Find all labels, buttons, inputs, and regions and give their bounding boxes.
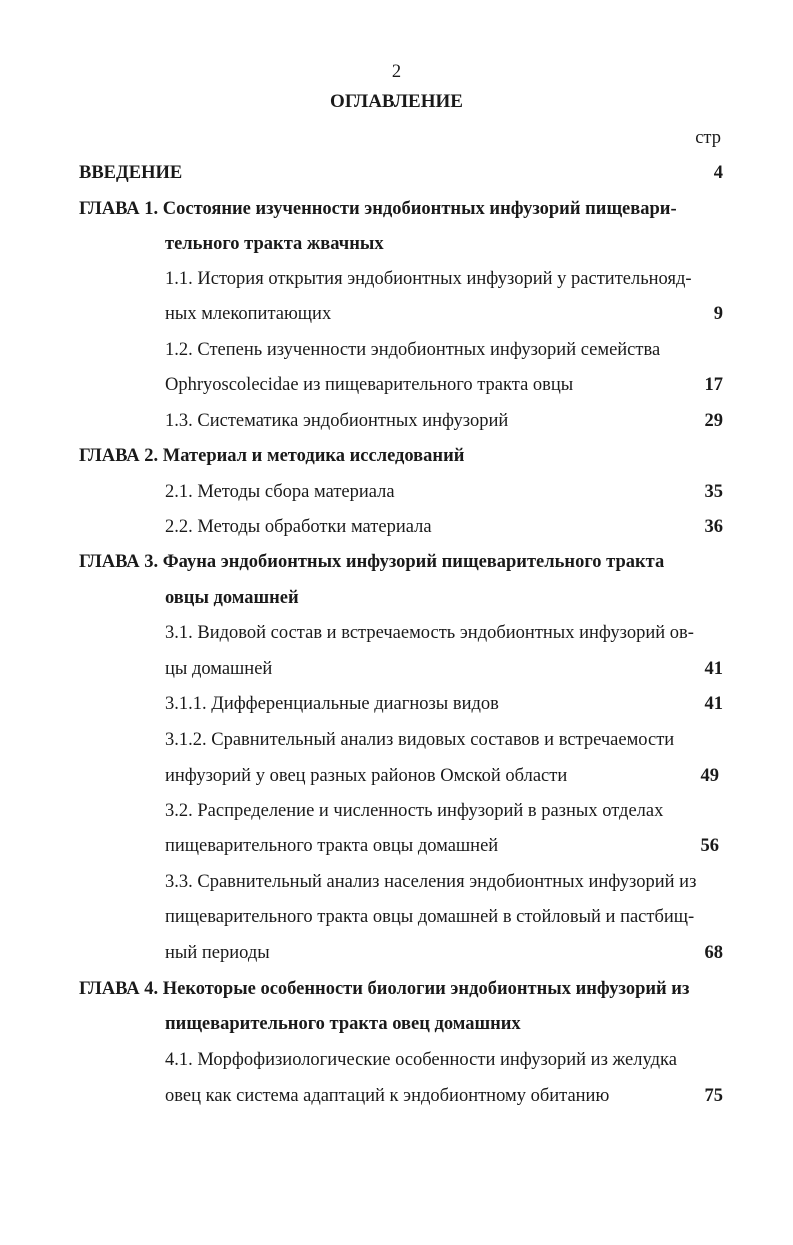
toc-page-number: 49 [700,766,719,786]
toc-page-number: 41 [704,659,723,679]
toc-page-number: 56 [700,836,719,856]
toc-section-2-2: 2.2. Методы обработки материала [165,517,432,537]
toc-section-3-1-2-cont: инфузорий у овец разных районов Омской области [165,766,568,786]
toc-chapter-3: ГЛАВА 3. Фауна эндобионтных инфузорий пищеварительного тракта [79,552,665,572]
toc-section-3-1-1: 3.1.1. Дифференциальные диагнозы видов [165,694,499,714]
toc-chapter-3-cont: овцы домашней [165,588,299,608]
toc-page-number: 17 [704,375,723,395]
toc-section-3-3-cont: пищеварительного тракта овцы домашней в стойловый и пастбищ- [165,907,695,927]
page-column-label: стр [695,128,721,148]
toc-section-3-1: 3.1. Видовой состав и встречаемость эндобионтных инфузорий ов- [165,623,694,643]
toc-page-number: 36 [704,517,723,537]
toc-intro: ВВЕДЕНИЕ [79,163,183,183]
toc-section-1-1: 1.1. История открытия эндобионтных инфузорий у растительнояд- [165,269,692,289]
toc-chapter-1-cont: тельного тракта жвачных [165,234,384,254]
toc-chapter-4-cont: пищеварительного тракта овец домашних [165,1014,521,1034]
toc-section-1-3: 1.3. Систематика эндобионтных инфузорий [165,411,509,431]
toc-chapter-2: ГЛАВА 2. Материал и методика исследований [79,446,465,466]
toc-page-number: 75 [704,1086,723,1106]
toc-section-3-2: 3.2. Распределение и численность инфузорий в разных отделах [165,801,664,821]
toc-section-3-1-cont: цы домашней [165,659,273,679]
toc-page-number: 68 [704,943,723,963]
toc-section-4-1: 4.1. Морфофизиологические особенности инфузорий из желудка [165,1050,677,1070]
toc-page-number: 35 [704,482,723,502]
toc-section-1-2: 1.2. Степень изученности эндобионтных инфузорий семейства [165,340,661,360]
toc-page-number: 4 [713,163,723,183]
page-number: 2 [391,62,402,82]
toc-page-number: 41 [704,694,723,714]
toc-section-1-1-cont: ных млекопитающих [165,304,332,324]
toc-chapter-1: ГЛАВА 1. Состояние изученности эндобионтных инфузорий пищевари- [79,199,677,219]
toc-page-number: 29 [704,411,723,431]
toc-section-2-1: 2.1. Методы сбора материала [165,482,395,502]
toc-chapter-4: ГЛАВА 4. Некоторые особенности биологии эндобионтных инфузорий из [79,979,690,999]
toc-section-3-3-cont: ный периоды [165,943,270,963]
toc-section-1-2-cont: Ophryoscolecidae из пищеварительного тракта овцы [165,375,574,395]
toc-section-3-3: 3.3. Сравнительный анализ населения эндобионтных инфузорий из [165,872,697,892]
toc-section-4-1-cont: овец как система адаптаций к эндобионтному обитанию [165,1086,610,1106]
toc-section-3-2-cont: пищеварительного тракта овцы домашней [165,836,499,856]
toc-page-number: 9 [713,304,723,324]
page-title: ОГЛАВЛЕНИЕ [330,91,463,112]
toc-section-3-1-2: 3.1.2. Сравнительный анализ видовых составов и встречаемости [165,730,675,750]
